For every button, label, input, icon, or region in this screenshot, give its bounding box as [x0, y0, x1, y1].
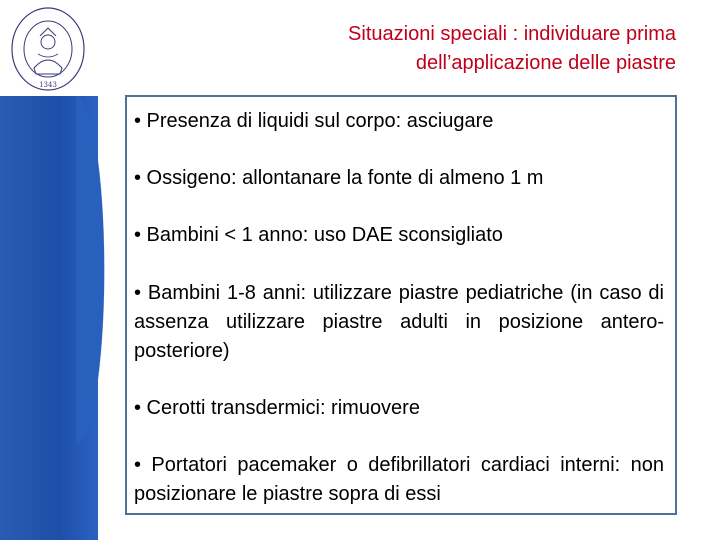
- seal-year: 1343: [39, 81, 57, 89]
- title-line-1: Situazioni speciali : individuare prima: [348, 23, 676, 45]
- bullet-content-box: [125, 95, 677, 515]
- slide-title: [156, 20, 676, 78]
- bullet-item-children: • Bambini 1-8 anni: utilizzare piastre pediatriche (in caso di assenza utilizzare piastre adulti in posizione antero-posteriore): [134, 282, 664, 362]
- bullet-item-oxygen: • Ossigeno: allontanare la fonte di almeno 1 m: [134, 167, 544, 189]
- bullet-item-patches: • Cerotti transdermici: rimuovere: [134, 397, 420, 419]
- bullet-item-pacemaker: • Portatori pacemaker o defibrillatori cardiaci interni: non posizionare le piastre sopra di essi: [134, 454, 664, 505]
- bullet-item-liquids: • Presenza di liquidi sul corpo: asciugare: [134, 110, 494, 132]
- bullet-item-infants: • Bambini < 1 anno: uso DAE sconsigliato: [134, 224, 503, 246]
- title-line-2: dell’applicazione delle piastre: [415, 52, 676, 74]
- logo-area: [0, 0, 98, 96]
- university-seal-logo: [10, 6, 86, 92]
